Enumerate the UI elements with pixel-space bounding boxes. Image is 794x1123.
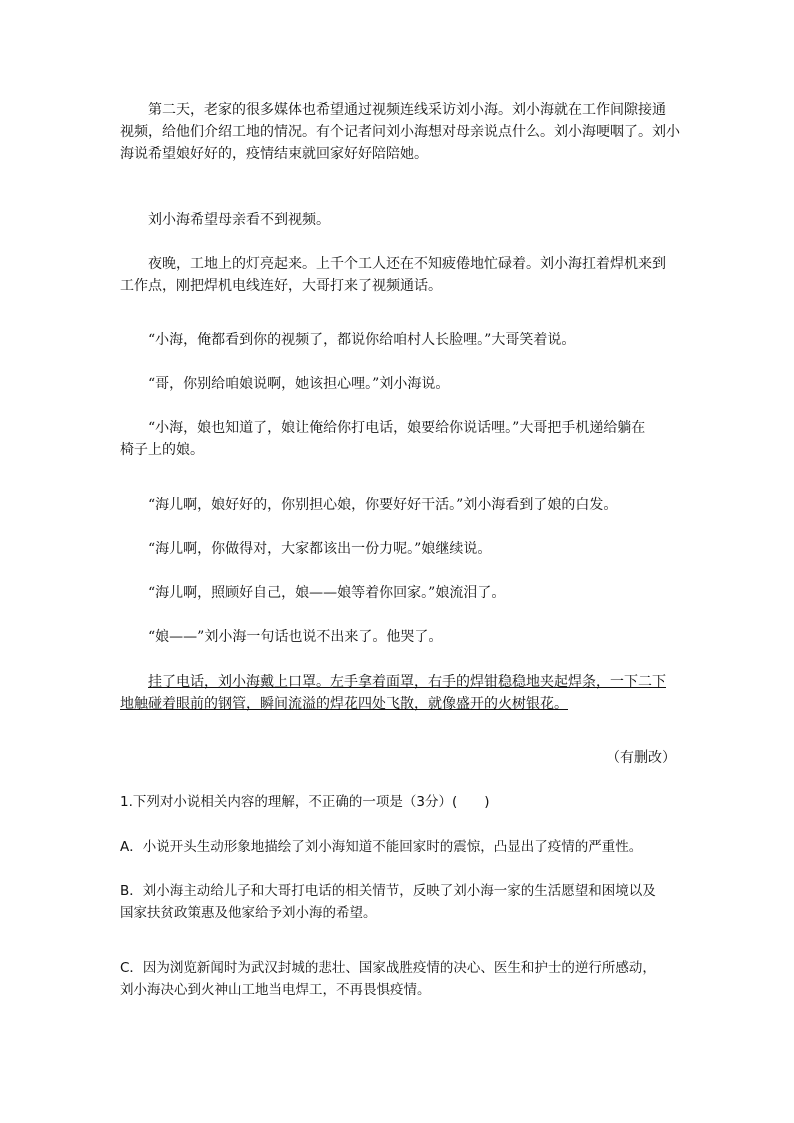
paragraph-7: “海儿啊，娘好好的，你别担心娘，你要好好干活。”刘小海看到了娘的白发。: [148, 497, 618, 513]
option-b-line-1: B．刘小海主动给儿子和大哥打电话的相关情节，反映了刘小海一家的生活愿望和困境以及: [120, 883, 656, 899]
paragraph-11-line-1: 挂了电话，刘小海戴上口罩。左手拿着面罩，右手的焊钳稳稳地夹起焊条，一下二下: [148, 674, 666, 690]
option-a: A．小说开头生动形象地描绘了刘小海知道不能回家时的震惊，凸显出了疫情的严重性。: [120, 839, 643, 855]
paragraph-10: “娘——”刘小海一句话也说不出来了。他哭了。: [148, 629, 443, 645]
paragraph-3-line-1: 夜晚，工地上的灯亮起来。上千个工人还在不知疲倦地忙碌着。刘小海扛着焊机来到: [148, 256, 666, 272]
paragraph-11-line-2: 地触碰着眼前的钢管，瞬间流溢的焊花四处飞散，就像盛开的火树银花。: [120, 696, 568, 712]
paragraph-3-line-2: 工作点，刚把焊机电线连好，大哥打来了视频通话。: [120, 278, 442, 294]
paragraph-3: [120, 253, 676, 297]
paragraph-6-line-2: 椅子上的娘。: [120, 442, 204, 458]
paragraph-5: “哥，你别给咱娘说啊，她该担心哩。”刘小海说。: [148, 376, 450, 392]
paragraph-1-line-2: 视频，给他们介绍工地的情况。有个记者问刘小海想对母亲说点什么。刘小海哽咽了。刘小: [120, 124, 680, 140]
paragraph-9: “海儿啊，照顾好自己，娘——娘等着你回家。”娘流泪了。: [148, 585, 506, 601]
option-c-line-2: 刘小海决心到火神山工地当电焊工，不再畏惧疫情。: [120, 982, 431, 998]
paragraph-6: [120, 417, 676, 461]
paragraph-1-line-3: 海说希望娘好好的，疫情结束就回家好好陪陪她。: [120, 146, 428, 162]
source-note: （有删改）: [606, 750, 676, 766]
option-b-line-2: 国家扶贫政策惠及他家给予刘小海的希望。: [120, 905, 377, 921]
option-c-line-1: C．因为浏览新闻时为武汉封城的悲壮、国家战胜疫情的决心、医生和护士的逆行所感动，: [120, 960, 656, 976]
option-c: [120, 957, 676, 1001]
paragraph-2: 刘小海希望母亲看不到视频。: [148, 212, 330, 228]
paragraph-4: “小海，俺都看到你的视频了，都说你给咱村人长脸哩。”大哥笑着说。: [148, 332, 576, 348]
question-stem: 1.下列对小说相关内容的理解，不正确的一项是（3分）( ): [120, 794, 490, 810]
paragraph-1-line-1: 第二天，老家的很多媒体也希望通过视频连线采访刘小海。刘小海就在工作间隙接通: [148, 102, 666, 118]
paragraph-8: “海儿啊，你做得对，大家都该出一份力呢。”娘继续说。: [148, 541, 492, 557]
option-b: [120, 880, 676, 924]
paragraph-11-underlined: [120, 671, 676, 715]
paragraph-6-line-1: “小海，娘也知道了，娘让俺给你打电话，娘要给你说话哩。”大哥把手机递给躺在: [148, 420, 646, 436]
paragraph-1: [120, 99, 680, 165]
